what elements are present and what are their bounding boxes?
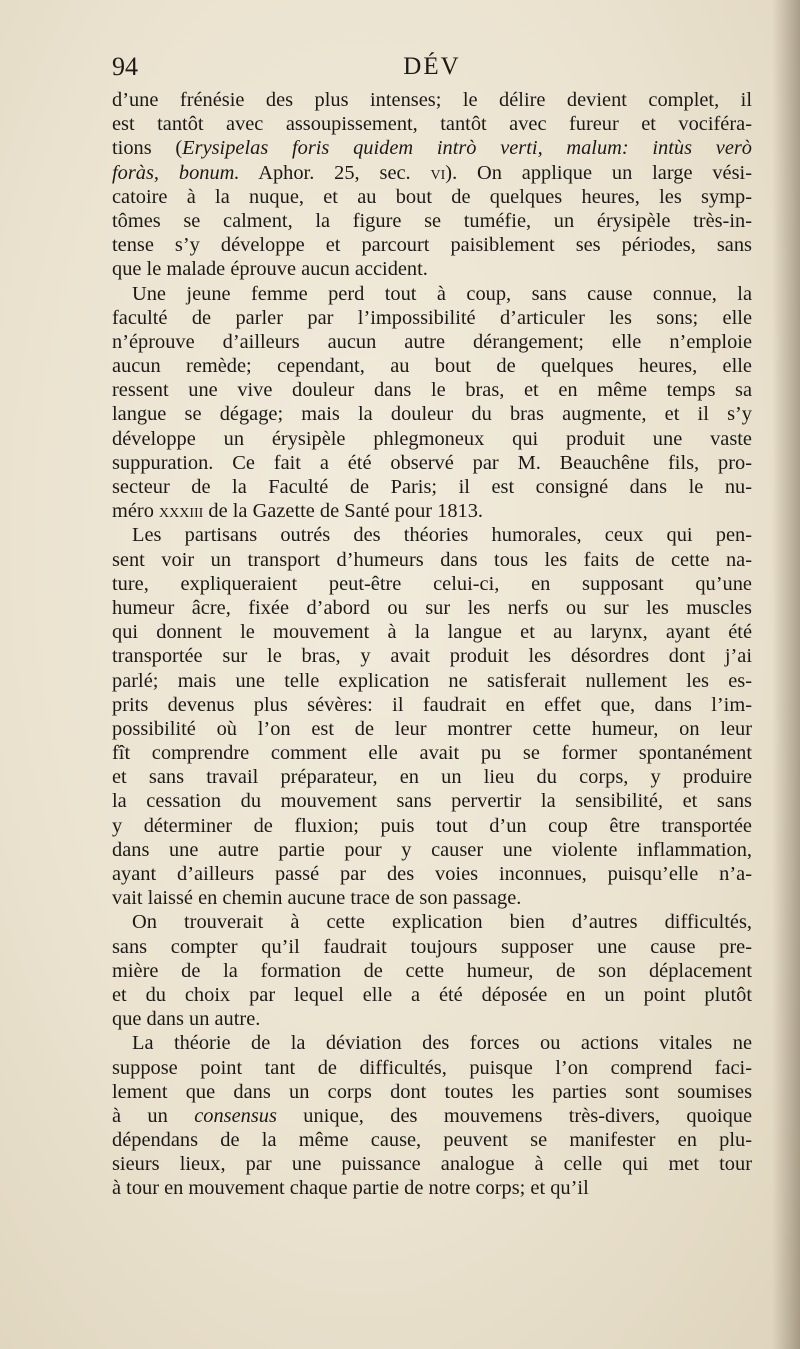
text-line [112, 378, 752, 402]
text-segment: catoire à la nuque, et au bout de quelques heures, les symp- [112, 185, 752, 208]
text-line [112, 523, 752, 547]
text-segment: possibilité où l’on est de leur montrer cette humeur, on leur [112, 717, 752, 740]
text-line [112, 451, 752, 475]
text-segment: ). On applique un large vési- [445, 161, 752, 184]
text-segment: tense s’y développe et parcourt paisiblement ses périodes, sans [112, 234, 752, 257]
text-segment: est tantôt avec assoupissement, tantôt avec fureur et vociféra- [112, 113, 752, 136]
text-segment: sent voir un transport d’humeurs dans tous les faits de cette na- [112, 548, 752, 571]
text-segment: qui donnent le mouvement à la langue et au larynx, ayant été [112, 621, 752, 644]
text-segment: langue se dégage; mais la douleur du bras augmente, et il s’y [112, 403, 752, 426]
text-segment: que le malade éprouve aucun accident. [112, 258, 428, 281]
text-segment: méro [112, 500, 159, 523]
text-segment: ayant d’ailleurs passé par des voies inconnues, puisqu’elle n’a- [112, 863, 752, 885]
text-segment: que dans un autre. [112, 1008, 261, 1031]
text-segment: d’une frénésie des plus intenses; le délire devient complet, il [112, 89, 752, 111]
text-segment: consensus [194, 1104, 277, 1127]
text-segment: à un [112, 1104, 195, 1127]
text-line [112, 935, 752, 959]
text-segment: tômes se calment, la figure se tuméfie, un érysipèle très-in- [112, 209, 752, 232]
text-line [112, 693, 752, 717]
text-segment: dépendans de la même cause, peuvent se manifester en plu- [112, 1129, 752, 1152]
text-line [112, 1176, 752, 1200]
text-segment: n’éprouve d’ailleurs aucun autre dérangement; elle n’emploie [112, 330, 752, 353]
text-segment: à tour en mouvement chaque partie de notre corps; et qu’il [112, 1177, 589, 1200]
text-line [112, 644, 752, 668]
text-segment: secteur de la Faculté de Paris; il est consigné dans le nu- [112, 476, 752, 498]
text-segment: Les partisans outrés des théories humorales, ceux qui pen- [132, 524, 752, 547]
text-line [112, 354, 752, 378]
text-line [112, 209, 752, 233]
text-line [112, 330, 752, 354]
text-segment: et sans travail préparateur, en un lieu du corps, y produire [112, 766, 752, 789]
text-segment: prits devenus plus sévères: il faudrait en effet que, dans l’im- [112, 693, 752, 716]
text-segment: On trouverait à cette explication bien d’autres difficultés, [132, 911, 752, 934]
text-line [112, 741, 752, 765]
text-line [112, 910, 752, 934]
text-segment: développe un érysipèle phlegmoneux qui produit une vaste [112, 427, 752, 450]
text-segment: vi [430, 161, 446, 184]
text-segment: humeur âcre, fixée d’abord ou sur les nerfs ou sur les muscles [112, 596, 752, 619]
text-segment: suppuration. Ce fait a été observé par M. Beauchêne fils, pro- [112, 451, 752, 474]
text-line [112, 233, 752, 257]
text-line [112, 427, 752, 451]
text-segment: aucun remède; cependant, au bout de quelques heures, elle [112, 355, 752, 378]
text-segment: dans une autre partie pour y causer une violente inflammation, [112, 838, 752, 861]
text-segment: y déterminer de fluxion; puis tout d’un coup être transportée [112, 814, 752, 837]
text-line [112, 499, 752, 523]
text-line [112, 765, 752, 789]
text-segment: unique, des mouvemens très-divers, quoique [276, 1104, 753, 1127]
text-segment: de la Gazette de Santé pour 1813. [203, 500, 484, 523]
text-segment: tions ( [112, 137, 183, 160]
text-segment: sieurs lieux, par une puissance analogue à celle qui met tour [112, 1153, 752, 1176]
page-number: 94 [112, 52, 138, 81]
text-segment: la cessation du mouvement sans pervertir la sensibilité, et sans [112, 790, 752, 813]
text-line [112, 959, 752, 983]
body-text [112, 88, 752, 1201]
text-line [112, 402, 752, 426]
text-line [112, 838, 752, 862]
text-segment: et du choix par lequel elle a été déposée en un point plutôt [112, 983, 752, 1006]
text-line [112, 886, 752, 910]
text-segment: xxxiii [159, 500, 204, 523]
text-segment: fît comprendre comment elle avait pu se former spontanément [112, 742, 752, 765]
running-head: DÉV [403, 53, 461, 80]
text-line [112, 1128, 752, 1152]
text-line [112, 88, 752, 112]
text-segment: parlé; mais une telle explication ne satisferait nullement les es- [112, 669, 752, 692]
text-segment: lement que dans un corps dont toutes les parties sont soumises [112, 1080, 752, 1103]
text-line [112, 596, 752, 620]
text-segment: foràs, bonum. [112, 161, 240, 184]
text-line [112, 161, 752, 185]
text-line [112, 1152, 752, 1176]
text-segment: Une jeune femme perd tout à coup, sans cause connue, la [132, 282, 752, 305]
text-segment: Erysipelas foris quidem intrò verti, malum: intùs verò [182, 137, 752, 160]
text-line [112, 1080, 752, 1104]
text-line [112, 257, 752, 281]
text-line [112, 983, 752, 1007]
text-segment: ressent une vive douleur dans le bras, et en même temps sa [112, 379, 752, 402]
text-segment: suppose point tant de difficultés, puisque l’on comprend faci- [112, 1056, 752, 1079]
text-line [112, 862, 752, 886]
text-segment: mière de la formation de cette humeur, de son déplacement [112, 959, 752, 982]
text-line [112, 717, 752, 741]
text-line [112, 112, 752, 136]
text-line [112, 136, 752, 160]
text-line [112, 572, 752, 596]
text-line [112, 814, 752, 838]
text-segment: faculté de parler par l’impossibilité d’articuler les sons; elle [112, 306, 752, 329]
text-segment: La théorie de la déviation des forces ou actions vitales ne [132, 1032, 752, 1055]
text-line [112, 1031, 752, 1055]
text-line [112, 548, 752, 572]
text-line [112, 1104, 752, 1128]
text-segment: ture, expliqueraient peut-être celui-ci, en supposant qu’une [112, 572, 752, 595]
text-line [112, 475, 752, 499]
text-line [112, 620, 752, 644]
text-line [112, 669, 752, 693]
text-segment: Aphor. 25, sec. [239, 161, 431, 184]
text-line [112, 282, 752, 306]
text-line [112, 789, 752, 813]
text-line [112, 1007, 752, 1031]
text-line [112, 306, 752, 330]
text-segment: sans compter qu’il faudrait toujours supposer une cause pre- [112, 935, 752, 958]
text-segment: transportée sur le bras, y avait produit les désordres dont j’ai [112, 645, 752, 668]
page-header [112, 50, 752, 84]
text-line [112, 1056, 752, 1080]
page-edge-shadow [772, 0, 800, 1349]
text-segment: vait laissé en chemin aucune trace de son passage. [112, 887, 522, 910]
text-line [112, 185, 752, 209]
